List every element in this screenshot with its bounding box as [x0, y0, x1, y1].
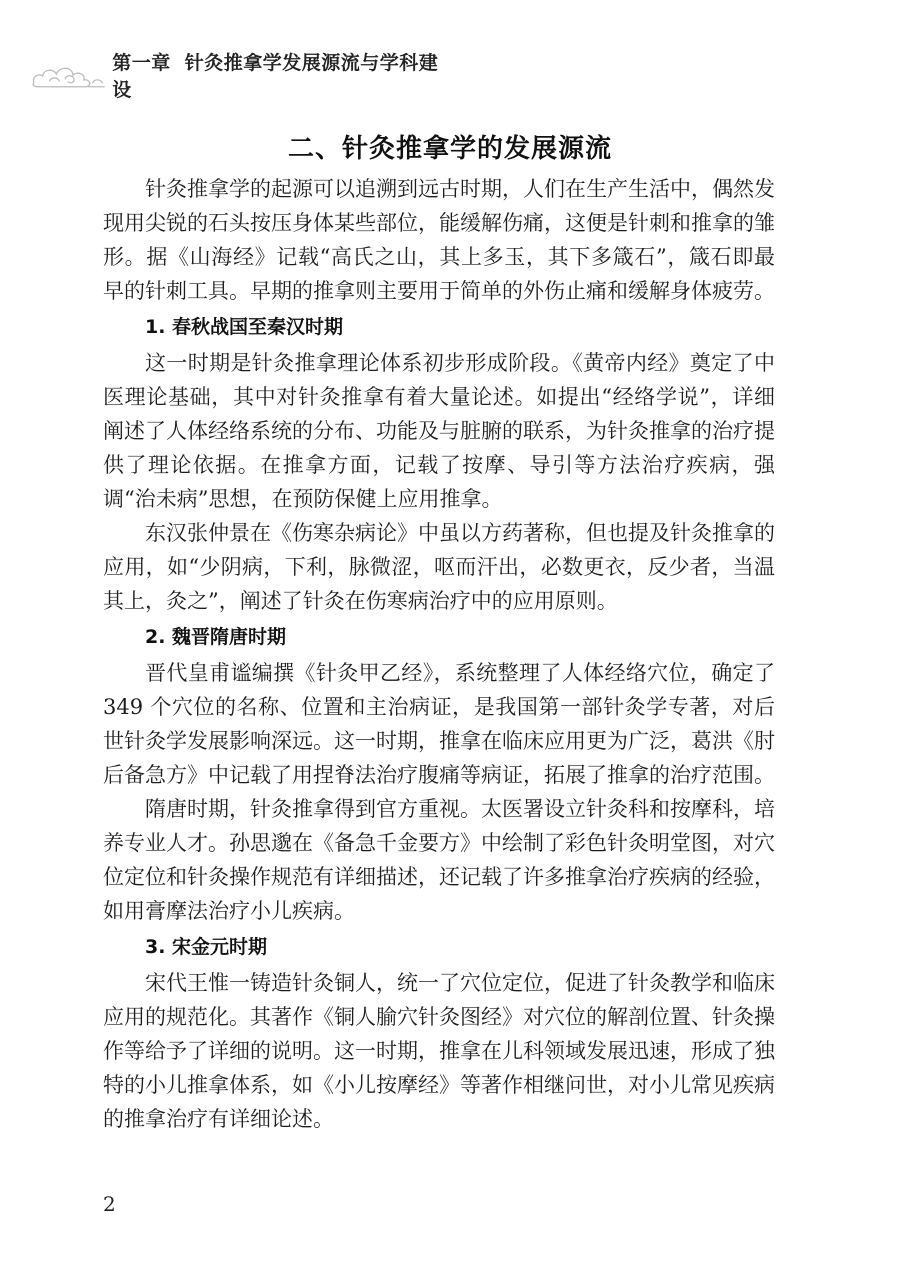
page-number: 2 [103, 1192, 116, 1216]
header-chapter [112, 48, 450, 102]
paragraph-huangdi-neijing: 这一时期是针灸推拿理论体系初步形成阶段。《黄帝内经》奠定了中医理论基础，其中对针灸推拿有着大量论述。如提出“经络学说”，详细阐述了人体经络系统的分布、功能及与脏腑的联系，为针灸推拿的治疗提供了理论依据。在推拿方面，记载了按摩、导引等方法治疗疾病，强调“治未病”思想，在预防保健上应用推拿。 [103, 351, 775, 511]
paragraph-zhang-zhongjing: 东汉张仲景在《伤寒杂病论》中虽以方药著称，但也提及针灸推拿的应用，如“少阴病，下利，脉微涩，呕而汗出，必数更衣，反少者，当温其上，灸之”，阐述了针灸在伤寒病治疗中的应用原则。 [103, 521, 775, 613]
paragraph-huangfu-mi: 晋代皇甫谧编撰《针灸甲乙经》，系统整理了人体经络穴位，确定了 349 个穴位的名称、位置和主治病证，是我国第一部针灸学专著，对后世针灸学发展影响深远。这一时期，推拿在临床应用更为广泛，葛洪《肘后备急方》中记载了用捏脊法治疗腹痛等病证，拓展了推拿的治疗范围。 [103, 661, 775, 787]
section-title: 二、针灸推拿学的发展源流 [287, 134, 612, 164]
body-text [103, 172, 775, 1136]
paragraph-song-dynasty: 宋代王惟一铸造针灸铜人，统一了穴位定位，促进了针灸教学和临床应用的规范化。其著作《铜人腧穴针灸图经》对穴位的解剖位置、针灸操作等给予了详细的说明。这一时期，推拿在儿科领域发展迅速，形成了独特的小儿推拿体系，如《小儿按摩经》等著作相继问世，对小儿常见疾病的推拿治疗有详细论述。 [103, 971, 775, 1131]
paragraph-sui-tang: 隋唐时期，针灸推拿得到官方重视。太医署设立针灸科和按摩科，培养专业人才。孙思邈在《备急千金要方》中绘制了彩色针灸明堂图，对穴位定位和针灸操作规范有详细描述，还记载了许多推拿治疗疾病的经验，如用膏摩法治疗小儿疾病。 [103, 797, 775, 923]
cloud-ornament-icon [30, 57, 106, 93]
header-chapter-label: 第一章 [112, 52, 171, 74]
subheading-spring-autumn-qin-han: 1. 春秋战国至秦汉时期 [145, 316, 344, 338]
paragraph-origin: 针灸推拿学的起源可以追溯到远古时期，人们在生产生活中，偶然发现用尖锐的石头按压身体某些部位，能缓解伤痛，这便是针刺和推拿的雏形。据《山海经》记载“高氏之山，其上多玉，其下多箴石”，箴石即最早的针刺工具。早期的推拿则主要用于简单的外伤止痛和缓解身体疲劳。 [103, 177, 775, 303]
running-header [30, 52, 450, 101]
header-chapter-title: 针灸推拿学发展源流与学科建设 [112, 52, 439, 101]
subheading-song-jin-yuan: 3. 宋金元时期 [145, 936, 268, 958]
subheading-wei-jin-sui-tang: 2. 魏晋隋唐时期 [145, 626, 287, 648]
